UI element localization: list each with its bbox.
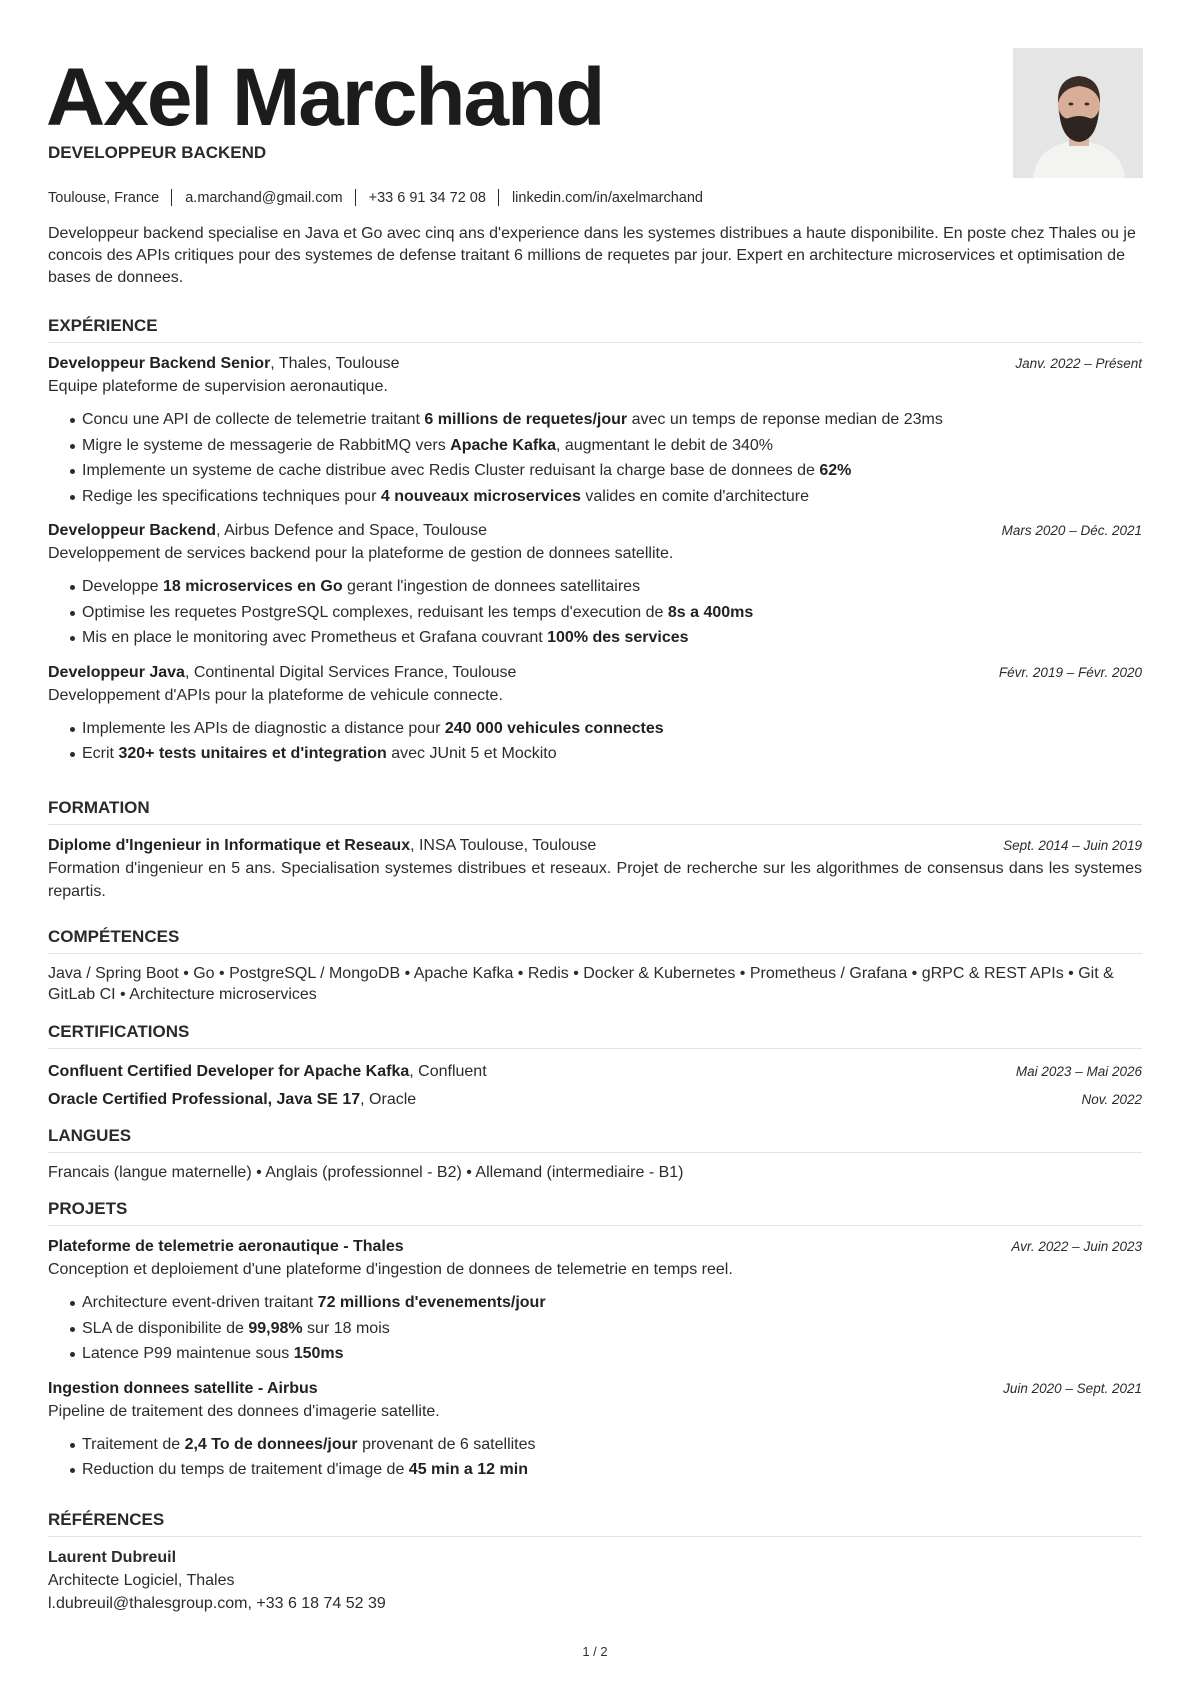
list-item: Concu une API de collecte de telemetrie traitant 6 millions de requetes/jour avec un temps de reponse median de 23ms: [82, 407, 1142, 433]
certification-entry: [48, 1058, 1142, 1086]
job-title: DEVELOPPEUR BACKEND: [48, 143, 267, 162]
certification-name: Confluent Certified Developer for Apache Kafka: [48, 1063, 410, 1080]
list-item: Implemente un systeme de cache distribue avec Redis Cluster reduisant la charge base de donnees de 62%: [82, 458, 1142, 484]
job-role: Developpeur Backend Senior: [48, 355, 271, 372]
achievement-list: [48, 1432, 1142, 1483]
list-item: Reduction du temps de traitement d'image de 45 min a 12 min: [82, 1457, 1142, 1483]
achievement-list: [48, 1290, 1142, 1367]
list-item: Developpe 18 microservices en Go gerant l'ingestion de donnees satellitaires: [82, 574, 1142, 600]
education-entry: [48, 834, 1142, 903]
education-dates: Sept. 2014 – Juin 2019: [1003, 838, 1142, 853]
list-item: Architecture event-driven traitant 72 millions d'evenements/jour: [82, 1290, 1142, 1316]
job-description: Equipe plateforme de supervision aeronautique.: [48, 378, 388, 395]
achievement-list: [48, 574, 1142, 651]
section-heading: LANGUES: [48, 1126, 1142, 1153]
resume-page: [46, 0, 1142, 1612]
job-dates: Mars 2020 – Déc. 2021: [1001, 523, 1142, 538]
list-item: SLA de disponibilite de 99,98% sur 18 mois: [82, 1316, 1142, 1342]
section-heading: RÉFÉRENCES: [48, 1510, 1142, 1537]
job-dates: Janv. 2022 – Présent: [1015, 356, 1142, 371]
project-title: Plateforme de telemetrie aeronautique - Thales: [48, 1238, 404, 1255]
list-item: Traitement de 2,4 To de donnees/jour provenant de 6 satellites: [82, 1432, 1142, 1458]
certification-name: Oracle Certified Professional, Java SE 17: [48, 1091, 361, 1108]
skills-section: [48, 927, 1142, 1005]
project-title: Ingestion donnees satellite - Airbus: [48, 1379, 318, 1397]
references-section: [48, 1510, 1142, 1615]
project-description: Conception et deploiement d'une plateforme d'ingestion de donnees de telemetrie en temps reel.: [48, 1261, 733, 1278]
certification-issuer: , Oracle: [360, 1091, 417, 1108]
contact-line: [48, 189, 703, 206]
portrait-icon: [1013, 48, 1143, 178]
project-dates: Juin 2020 – Sept. 2021: [1003, 1380, 1142, 1396]
experience-section: [48, 316, 1142, 777]
projects-section: [48, 1199, 1142, 1493]
certification-dates: Nov. 2022: [1081, 1092, 1142, 1107]
section-heading: FORMATION: [48, 798, 1142, 825]
reference-name: Laurent Dubreuil: [48, 1549, 177, 1566]
project-description: Pipeline de traitement des donnees d'imagerie satellite.: [48, 1402, 440, 1420]
section-heading: PROJETS: [48, 1199, 1142, 1226]
certifications-section: [48, 1022, 1142, 1114]
project-entry: [48, 1377, 1142, 1483]
page-number: 1 / 2: [582, 1644, 608, 1659]
job-description: Developpement d'APIs pour la plateforme de vehicule connecte.: [48, 686, 503, 704]
candidate-name: Axel Marchand: [46, 52, 604, 143]
list-item: Mis en place le monitoring avec Prometheus et Grafana couvrant 100% des services: [82, 625, 1142, 651]
skills-list: Java / Spring Boot • Go • PostgreSQL / MongoDB • Apache Kafka • Redis • Docker & Kubernetes • Prometheus / Grafana • gRPC & REST APIs • Git & GitLab CI • Architecture microservices: [48, 965, 1114, 1003]
degree-name: Diplome d'Ingenieur in Informatique et Reseaux: [48, 837, 411, 854]
job-employer: , Airbus Defence and Space, Toulouse: [216, 522, 488, 539]
job-dates: Févr. 2019 – Févr. 2020: [998, 664, 1142, 680]
separator: [171, 189, 172, 206]
reference-role: Architecte Logiciel, Thales: [48, 1572, 235, 1589]
section-heading: EXPÉRIENCE: [48, 316, 1142, 343]
list-item: Latence P99 maintenue sous 150ms: [82, 1341, 1142, 1367]
list-item: Implemente les APIs de diagnostic a distance pour 240 000 vehicules connectes: [82, 716, 1142, 742]
project-dates: Avr. 2022 – Juin 2023: [1011, 1239, 1142, 1254]
profile-summary: Developpeur backend specialise en Java et Go avec cinq ans d'experience dans les systemes distribues a haute disponibilite. En poste chez Thales ou je concois des APIs critiques pour des systemes de defense traitant 6 millions de requetes par jour. Expert en architecture microservices et optimisation de bases de donnees.: [48, 225, 1136, 286]
certification-dates: Mai 2023 – Mai 2026: [1015, 1064, 1142, 1079]
resume-header: [48, 0, 1142, 300]
education-section: [48, 798, 1142, 903]
job-employer: , Thales, Toulouse: [270, 355, 400, 372]
reference-contact: l.dubreuil@thalesgroup.com, +33 6 18 74 52 39: [48, 1595, 386, 1612]
languages-list: Francais (langue maternelle) • Anglais (professionnel - B2) • Allemand (intermediaire - B1): [48, 1164, 684, 1181]
list-item: Migre le systeme de messagerie de RabbitMQ vers Apache Kafka, augmentant le debit de 340%: [82, 433, 1142, 459]
job-entry: [48, 519, 1142, 651]
education-description: Formation d'ingenieur en 5 ans. Specialisation systemes distribues et reseaux. Projet de recherche sur les algorithmes de consensus dans les systemes repartis.: [48, 860, 1142, 900]
separator: [355, 189, 356, 206]
achievement-list: [48, 407, 1142, 509]
list-item: Ecrit 320+ tests unitaires et d'integration avec JUnit 5 et Mockito: [82, 741, 1142, 767]
certification-issuer: , Confluent: [409, 1063, 487, 1080]
contact-phone[interactable]: +33 6 91 34 72 08: [368, 189, 486, 206]
school-name: , INSA Toulouse, Toulouse: [410, 837, 597, 854]
achievement-list: [48, 716, 1142, 767]
section-heading: COMPÉTENCES: [48, 927, 1142, 954]
certification-entry: [48, 1086, 1142, 1114]
section-heading: CERTIFICATIONS: [48, 1022, 1142, 1049]
project-entry: [48, 1235, 1142, 1367]
job-role: Developpeur Java: [48, 663, 185, 681]
job-entry: [48, 661, 1142, 767]
list-item: Optimise les requetes PostgreSQL complexes, reduisant les temps d'execution de 8s a 400ms: [82, 600, 1142, 626]
languages-section: [48, 1126, 1142, 1183]
list-item: Redige les specifications techniques pour 4 nouveaux microservices valides en comite d'architecture: [82, 484, 1142, 510]
contact-linkedin[interactable]: linkedin.com/in/axelmarchand: [511, 189, 703, 206]
job-employer: , Continental Digital Services France, Toulouse: [184, 663, 517, 681]
reference-entry: [48, 1546, 1142, 1615]
profile-photo: [1013, 48, 1143, 178]
contact-email[interactable]: a.marchand@gmail.com: [185, 189, 343, 206]
job-entry: [48, 352, 1142, 509]
separator: [498, 189, 499, 206]
job-description: Developpement de services backend pour la plateforme de gestion de donnees satellite.: [48, 545, 674, 562]
contact-location: Toulouse, France: [48, 189, 160, 206]
job-role: Developpeur Backend: [48, 522, 217, 539]
